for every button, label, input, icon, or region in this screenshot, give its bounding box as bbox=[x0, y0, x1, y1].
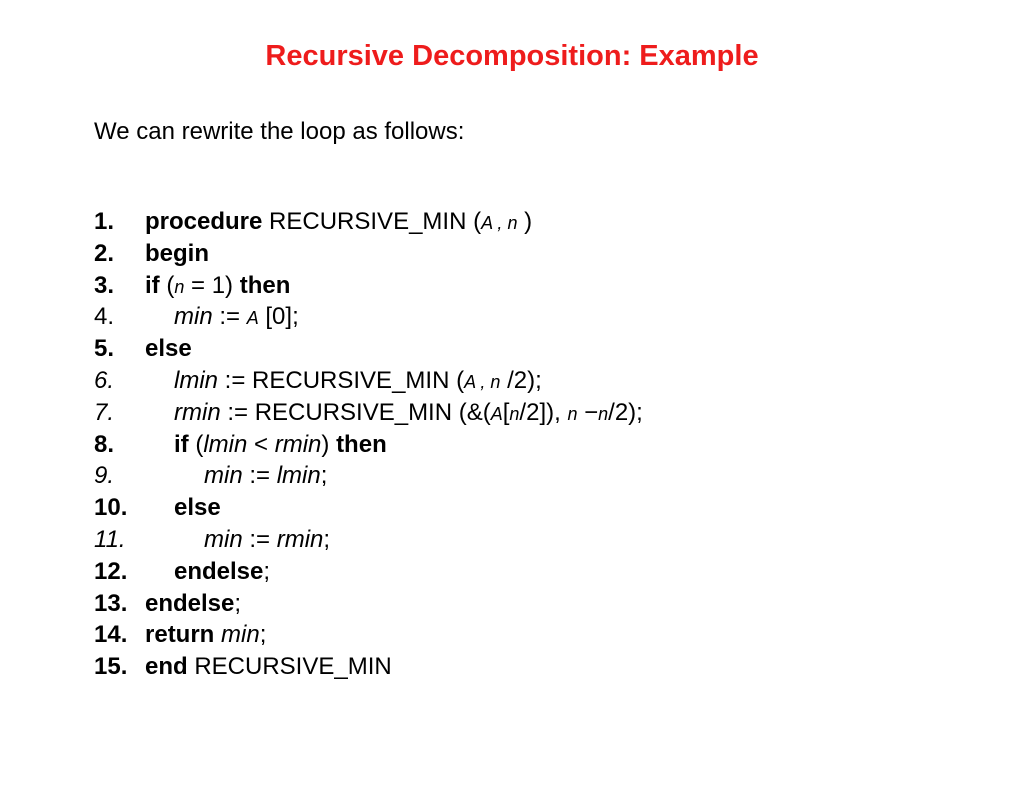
code-token: [ bbox=[502, 398, 510, 426]
code-token: rmin bbox=[276, 525, 324, 553]
line-content bbox=[145, 588, 241, 620]
code-line bbox=[94, 524, 894, 556]
line-number: 5. bbox=[94, 335, 115, 363]
code-token: /2); bbox=[608, 398, 643, 426]
code-line bbox=[94, 333, 894, 365]
line-number: 2. bbox=[94, 239, 115, 267]
code-line bbox=[94, 651, 894, 683]
code-line bbox=[94, 588, 894, 620]
code-token: n bbox=[507, 213, 518, 233]
code-line bbox=[94, 492, 894, 524]
code-token: , bbox=[492, 213, 508, 233]
keyword: end bbox=[145, 653, 188, 681]
line-content bbox=[145, 238, 209, 270]
keyword: return bbox=[145, 621, 215, 649]
line-number: 3. bbox=[94, 271, 115, 299]
line-number: 7. bbox=[94, 398, 115, 426]
code-token: := RECURSIVE_MIN (&( bbox=[220, 398, 491, 426]
code-line bbox=[94, 429, 894, 461]
line-number: 13. bbox=[94, 589, 128, 617]
code-token: , bbox=[475, 371, 491, 392]
code-token: min bbox=[174, 303, 213, 331]
keyword: procedure bbox=[145, 208, 263, 235]
code-token: ) bbox=[321, 430, 337, 458]
code-token: /2); bbox=[500, 366, 542, 394]
line-number: 10. bbox=[94, 494, 128, 522]
line-number: 6. bbox=[94, 366, 115, 394]
line-content bbox=[145, 333, 192, 365]
line-number: 14. bbox=[94, 621, 128, 649]
line-content bbox=[174, 429, 387, 461]
line-content bbox=[174, 397, 643, 431]
code-line bbox=[94, 365, 894, 397]
code-token: rmin bbox=[174, 398, 221, 426]
code-line bbox=[94, 270, 894, 302]
line-content bbox=[204, 460, 327, 492]
keyword: else bbox=[145, 335, 192, 363]
code-token: lmin bbox=[174, 366, 219, 394]
code-token: min bbox=[221, 621, 260, 649]
code-token: [0]; bbox=[258, 303, 299, 331]
code-token: /2]), bbox=[519, 398, 568, 426]
line-number: 4. bbox=[94, 303, 115, 331]
code-token: RECURSIVE_MIN bbox=[187, 653, 392, 681]
slide-title: Recursive Decomposition: Example bbox=[265, 40, 759, 72]
code-token: n bbox=[598, 403, 609, 424]
code-token: := bbox=[242, 462, 277, 490]
code-token: ; bbox=[263, 557, 271, 585]
line-number: 1. bbox=[94, 208, 115, 235]
code-line bbox=[94, 301, 894, 333]
code-line bbox=[94, 397, 894, 429]
code-line bbox=[94, 460, 894, 492]
code-token: n bbox=[174, 276, 185, 297]
code-token: A bbox=[490, 403, 503, 424]
line-content bbox=[145, 619, 266, 651]
code-token: ; bbox=[323, 525, 331, 553]
code-token: ; bbox=[234, 589, 242, 617]
intro-text: We can rewrite the loop as follows: bbox=[94, 118, 465, 145]
line-content bbox=[174, 556, 270, 588]
line-content bbox=[174, 365, 542, 399]
keyword: then bbox=[336, 430, 387, 458]
code-token bbox=[214, 621, 221, 648]
code-token: ; bbox=[259, 621, 267, 649]
code-token: rmin bbox=[274, 430, 322, 458]
line-content bbox=[145, 270, 290, 304]
keyword: else bbox=[174, 494, 221, 522]
code-token: n bbox=[509, 403, 520, 424]
keyword: then bbox=[239, 271, 291, 299]
code-token: := RECURSIVE_MIN ( bbox=[218, 366, 465, 394]
code-token: min bbox=[204, 462, 243, 490]
pseudocode-listing bbox=[94, 206, 894, 683]
code-token: < bbox=[247, 430, 275, 458]
line-content bbox=[174, 301, 299, 335]
code-line bbox=[94, 619, 894, 651]
code-line bbox=[94, 556, 894, 588]
line-number: 15. bbox=[94, 653, 128, 681]
keyword: begin bbox=[145, 239, 209, 267]
keyword: endelse bbox=[174, 557, 264, 585]
code-token: A bbox=[481, 213, 493, 233]
code-token: − bbox=[577, 398, 599, 426]
code-token: n bbox=[490, 371, 501, 392]
line-number: 9. bbox=[94, 462, 115, 490]
code-token: := bbox=[242, 525, 277, 553]
code-line bbox=[94, 206, 894, 238]
code-token: ; bbox=[320, 462, 328, 490]
code-token: ) bbox=[517, 208, 533, 235]
code-token: n bbox=[567, 403, 578, 424]
line-content bbox=[145, 651, 392, 683]
line-number: 12. bbox=[94, 557, 128, 585]
code-token: = 1) bbox=[184, 271, 240, 299]
keyword: if bbox=[145, 271, 160, 299]
code-token: lmin bbox=[276, 462, 321, 490]
code-token: RECURSIVE_MIN ( bbox=[262, 208, 482, 235]
code-token: min bbox=[204, 525, 243, 553]
keyword: if bbox=[174, 430, 189, 458]
code-token: := bbox=[212, 303, 247, 331]
code-line bbox=[94, 238, 894, 270]
code-token: ( bbox=[159, 271, 175, 299]
code-token: ( bbox=[188, 430, 204, 458]
keyword: endelse bbox=[145, 589, 235, 617]
code-token: lmin bbox=[203, 430, 248, 458]
line-content bbox=[204, 524, 330, 556]
code-token: A bbox=[464, 371, 476, 392]
code-token: A bbox=[246, 308, 259, 329]
line-content bbox=[174, 492, 221, 524]
line-number: 11. bbox=[94, 525, 126, 553]
line-content bbox=[145, 206, 532, 240]
line-number: 8. bbox=[94, 430, 115, 458]
